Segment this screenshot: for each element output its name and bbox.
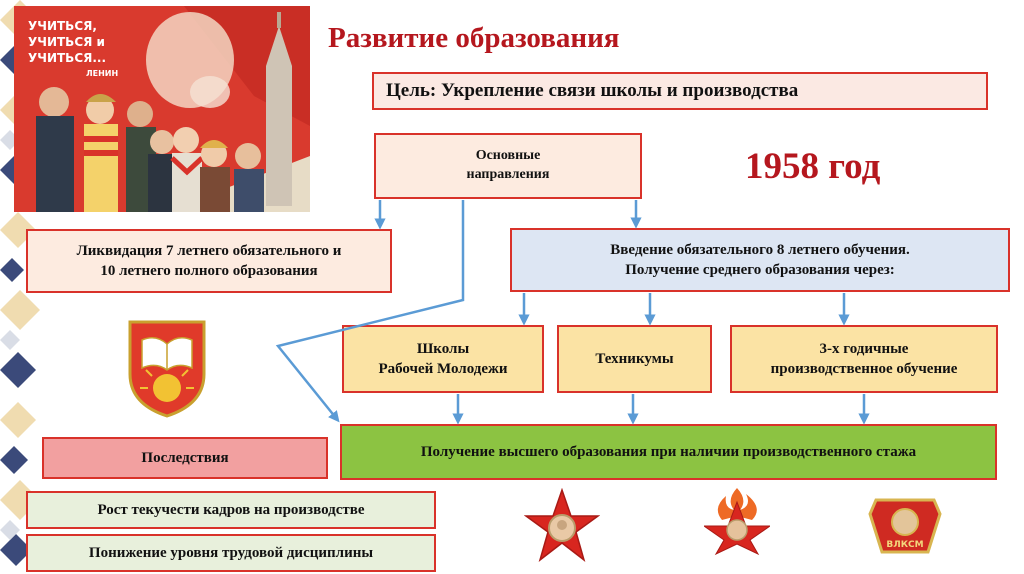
consequences-title-box bbox=[42, 437, 328, 479]
vocational-training-line-2: производственное обучение bbox=[770, 361, 958, 377]
vocational-training-line-1: 3-х годичные bbox=[819, 340, 909, 357]
youth-schools-box bbox=[342, 325, 544, 393]
higher-education-text: Получение высшего образования при наличии производственного стажа bbox=[420, 443, 917, 460]
consequence-item-2-text: Понижение уровня трудовой дисциплины bbox=[88, 544, 374, 561]
liquidation-line-1: Ликвидация 7 летнего обязательного и bbox=[76, 242, 342, 259]
school-emblem-icon bbox=[126, 318, 208, 418]
introduction-line-1: Введение обязательного 8 летнего обучения. bbox=[610, 241, 910, 258]
poster-signature: ЛЕНИН bbox=[86, 69, 119, 78]
main-directions-line-1: Основные bbox=[475, 148, 541, 164]
main-directions-line-2: направления bbox=[466, 167, 550, 182]
liquidation-line-2: 10 летнего полного образования bbox=[100, 263, 318, 279]
technical-schools-text: Техникумы bbox=[595, 350, 674, 367]
introduction-line-2: Получение среднего образования через: bbox=[625, 262, 895, 278]
goal-text: Цель: Укрепление связи школы и производства bbox=[386, 80, 799, 102]
consequence-item-1 bbox=[26, 491, 436, 529]
youth-schools-line-2: Рабочей Молодежи bbox=[378, 361, 508, 377]
goal-box bbox=[372, 72, 988, 110]
vocational-training-box bbox=[730, 325, 998, 393]
poster-slogan-line-3: УЧИТЬСЯ... bbox=[28, 51, 107, 65]
octobrist-star-badge-icon bbox=[524, 488, 600, 564]
introduction-box bbox=[510, 228, 1010, 292]
liquidation-box bbox=[26, 229, 392, 293]
poster-slogan-line-2: УЧИТЬСЯ и bbox=[28, 35, 105, 49]
consequence-item-1-text: Рост текучести кадров на производстве bbox=[97, 501, 365, 518]
komsomol-badge-icon bbox=[868, 494, 942, 558]
page-title: Развитие образования bbox=[328, 22, 620, 54]
youth-schools-line-1: Школы bbox=[416, 340, 470, 357]
soviet-education-poster bbox=[14, 6, 310, 212]
poster-slogan-line-1: УЧИТЬСЯ, bbox=[28, 19, 97, 33]
consequence-item-2 bbox=[26, 534, 436, 572]
year-label: 1958 год bbox=[745, 146, 881, 187]
higher-education-box bbox=[340, 424, 997, 480]
technical-schools-box bbox=[557, 325, 712, 393]
consequences-title: Последствия bbox=[141, 449, 229, 466]
komsomol-badge-label: ВЛКСМ bbox=[886, 540, 924, 550]
pioneer-badge-icon bbox=[704, 486, 770, 556]
main-directions-box bbox=[374, 133, 642, 199]
